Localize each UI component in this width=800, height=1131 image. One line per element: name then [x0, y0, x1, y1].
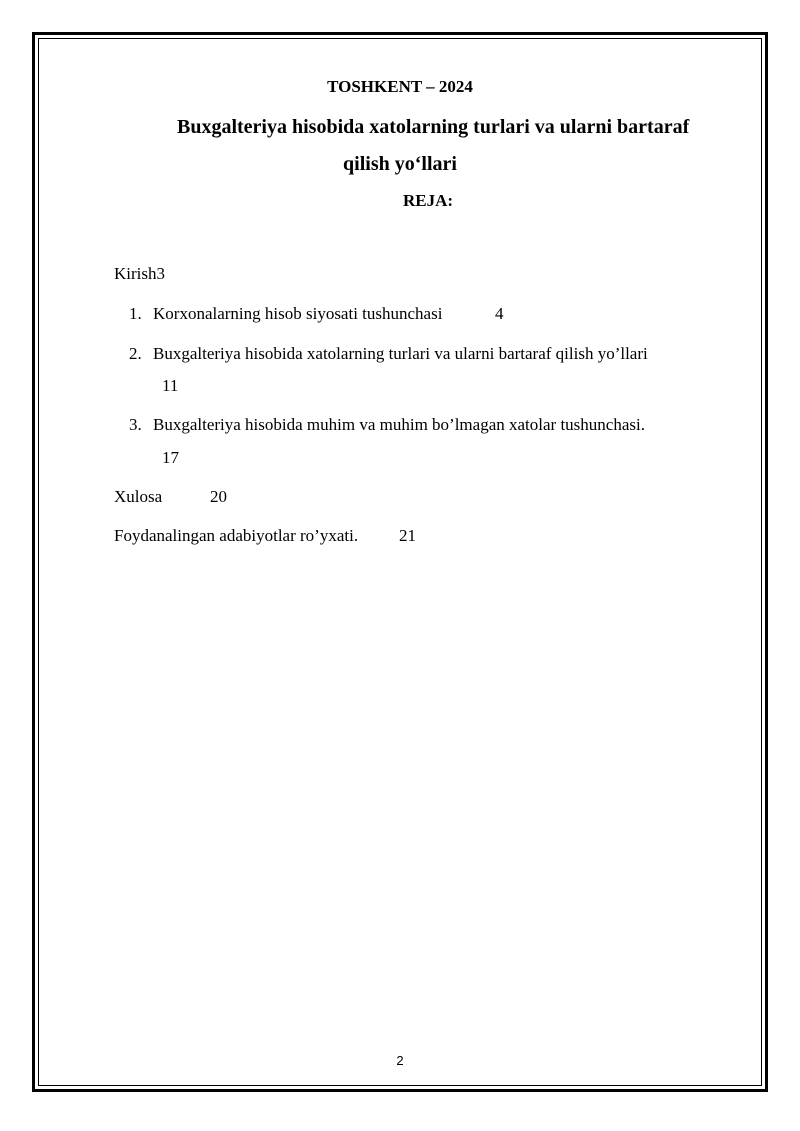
city-year-heading: TOSHKENT – 2024: [327, 77, 473, 96]
toc-item-2-number: 2.: [129, 344, 142, 363]
toc-conclusion-page: 20: [210, 487, 227, 506]
document-title-line-1: Buxgalteriya hisobida xatolarning turlari va ularni bartaraf: [177, 116, 690, 138]
toc-item-1-page: 4: [495, 304, 504, 323]
toc-item-2-page: 11: [162, 376, 179, 395]
page-number: 2: [396, 1053, 404, 1068]
toc-intro-label: Kirish: [114, 264, 157, 283]
toc-references-label: Foydanalingan adabiyotlar ro’yxati.: [114, 526, 359, 545]
document-title-line-2: qilish yo‘llari: [343, 153, 457, 175]
toc-item-1-number: 1.: [129, 304, 142, 323]
toc-item-2-label: Buxgalteriya hisobida xatolarning turlari va ularni bartaraf qilish yo’llari: [153, 344, 648, 363]
plan-heading: REJA:: [402, 191, 454, 210]
toc-intro: [114, 264, 165, 284]
toc-intro-page: 3: [156, 264, 165, 283]
toc-item-3-number: 3.: [129, 415, 142, 434]
toc-item-3-label: Buxgalteriya hisobida muhim va muhim bo’lmagan xatolar tushunchasi.: [153, 415, 645, 434]
toc-conclusion-label: Xulosa: [114, 487, 163, 506]
toc-item-3-page: 17: [162, 448, 179, 467]
toc-references-page: 21: [399, 526, 416, 545]
toc-item-1-label: Korxonalarning hisob siyosati tushunchasi: [153, 304, 443, 323]
